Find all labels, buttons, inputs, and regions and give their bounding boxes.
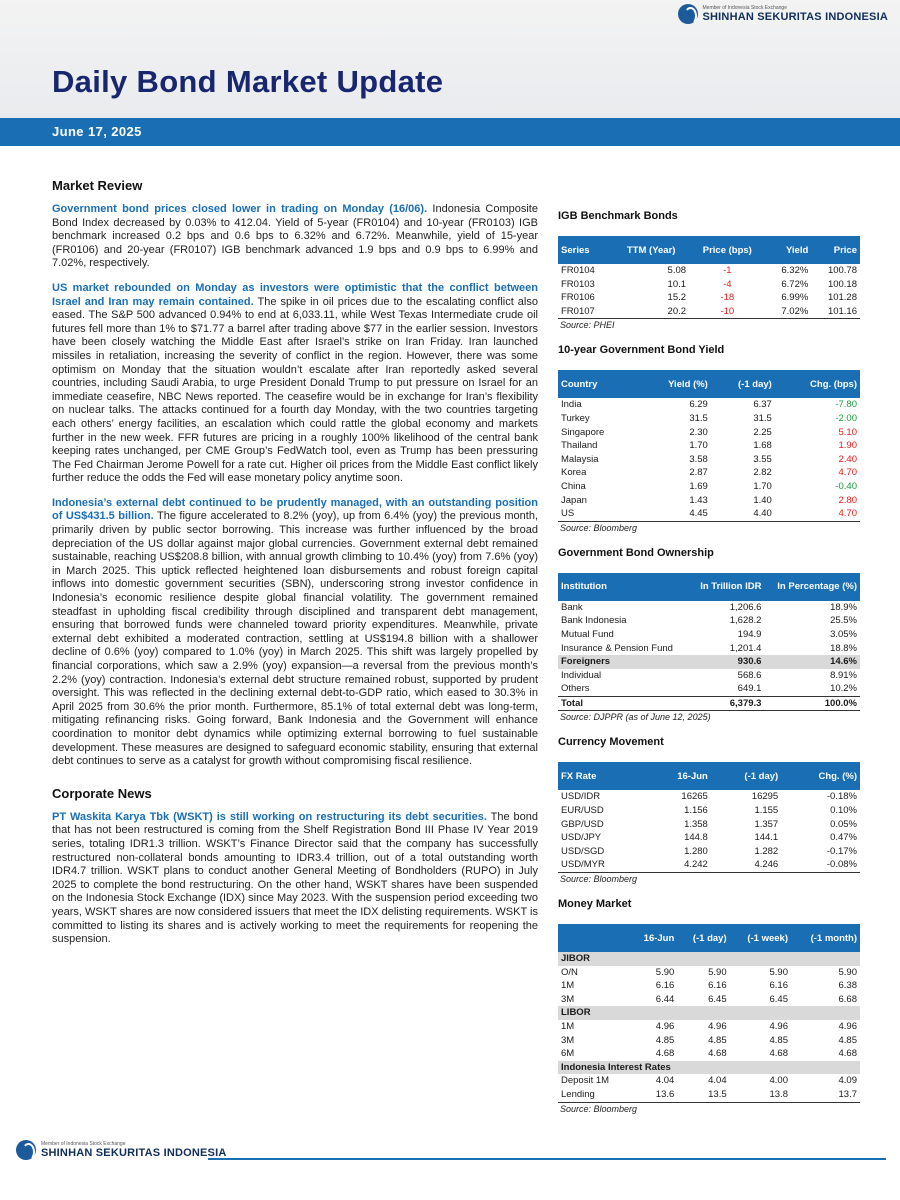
table-cell: 2.25	[753, 426, 772, 438]
column-header: Series	[558, 236, 613, 264]
table-cell: 0.05%	[830, 818, 857, 830]
table-cell: 4.09	[838, 1075, 857, 1087]
table-cell: 6.44	[655, 993, 675, 1005]
table-cell: Turkey	[561, 412, 590, 424]
table-row	[558, 818, 860, 832]
group-label: LIBOR	[558, 1006, 860, 1020]
group-label: Indonesia Interest Rates	[558, 1061, 860, 1075]
table-cell: Others	[561, 683, 590, 695]
table-cell: -0.40	[835, 480, 857, 492]
column-header: Yield	[766, 236, 812, 264]
paragraph-lead: US market rebounded on Monday as investors were optimistic that the conflict between Israel and Iran may remain contained.	[52, 281, 538, 308]
table-cell: FR0104	[561, 265, 595, 276]
corporate-news-heading: Corporate News	[52, 785, 152, 801]
table-cell: 4.68	[655, 1048, 675, 1060]
table-cell: 3M	[561, 993, 575, 1005]
table-cell: 4.68	[708, 1048, 727, 1060]
table-cell: 144.1	[754, 832, 779, 844]
column-header: (-1 day)	[711, 762, 781, 790]
table-row	[558, 453, 860, 467]
table-cell: 15.2	[667, 292, 687, 304]
table-cell: 2.30	[689, 426, 708, 438]
table-cell: USD/IDR	[561, 791, 601, 803]
table-cell: 18.8%	[830, 642, 857, 654]
column-header: Yield (%)	[637, 370, 711, 398]
page-title: Daily Bond Market Update	[52, 64, 444, 99]
table-cell: 5.90	[769, 966, 788, 978]
table-row	[558, 480, 860, 494]
bond-ownership-table	[558, 573, 860, 712]
table-cell: 5.90	[708, 966, 727, 978]
table-row	[558, 494, 860, 508]
table-cell: 1M	[561, 1021, 575, 1032]
table-cell: USD/JPY	[561, 832, 602, 844]
table-cell: -1	[723, 265, 732, 276]
table-cell: 2.80	[838, 494, 857, 506]
table-cell: 6.29	[689, 399, 708, 411]
table-cell: 3.05%	[830, 628, 857, 640]
shinhan-logo-icon	[16, 1140, 36, 1160]
table-cell: -4	[723, 278, 732, 290]
table-cell: India	[561, 399, 582, 411]
igb-table-title: IGB Benchmark Bonds	[558, 210, 678, 222]
table-cell: China	[561, 480, 586, 492]
paragraph-body: Indonesia Composite Bond Index decreased by 0.03% to 412.04. Yield of 5-year (FR0104) and 10-year (FR0103) IGB benchmark increased 0.2 bps and 0.6 bps to 6.32% and 6.72%. Meanwhile, yield of 15-year (FR0106) and 20-year (FR0107) IGB benchmark advanced 1.9 bps and 0.9 bps to 6.99% and 7.02%, respectively.	[52, 203, 538, 270]
table-row	[558, 439, 860, 453]
table-row	[558, 1020, 860, 1034]
table-cell: 4.85	[769, 1034, 788, 1046]
table-cell: Bank	[561, 601, 583, 613]
paragraph-lead: Government bond prices closed lower in trading on Monday (16/06).	[52, 203, 428, 215]
table-cell: 4.40	[711, 507, 775, 521]
table-cell: 31.5	[753, 412, 772, 424]
table-row	[558, 993, 860, 1007]
table-row	[558, 669, 860, 683]
table-cell: 1.70	[689, 440, 708, 452]
table-cell: 4.246	[711, 858, 781, 872]
table-cell: 6,379.3	[690, 696, 765, 711]
table-cell: 4.68	[769, 1048, 788, 1060]
table-cell: Lending	[558, 1088, 629, 1102]
table-cell: O/N	[561, 966, 578, 978]
column-header: Chg. (bps)	[775, 370, 860, 398]
table-cell: 20.2	[613, 305, 689, 319]
table-row	[558, 614, 860, 628]
table-cell: -0.08%	[781, 858, 860, 872]
table-cell: 1,628.2	[729, 615, 762, 627]
table-row	[558, 979, 860, 993]
group-row	[558, 1061, 860, 1075]
table-cell: 6.72%	[781, 278, 809, 290]
table-cell: 4.85	[708, 1034, 727, 1046]
table-cell: 6.16	[708, 980, 727, 992]
table-cell: Total	[558, 696, 690, 711]
table-cell: 1.155	[754, 805, 779, 817]
table-cell: 2.82	[753, 467, 772, 479]
group-row	[558, 1006, 860, 1020]
table-cell: 4.70	[838, 467, 857, 479]
paragraph-body: The spike in oil prices due to the escalating conflict also eased. The S&P 500 advanced 0.94% to end at 6,033.11, while West Texas Intermediate crude oil futures fell more than 1% to $71.77 a barrel after trading above $77 in the earlier session. Investors have been closely watching the Middle East after Israel’s strike on Iran Friday. Iran launched missiles in retaliation, increasing the severity of conflict in the region. However, there was some optimism on Monday that the situation wouldn’t escalate after Iran reportedly asked several countries, including Saudi Arabia, to urge President Donald Trump to put pressure on Israel for an immediate ceasefire, NBC News reported. The ceasefire would be in exchange for Iran’s flexibility on nuclear talks. The attacks continued for a fourth day Monday, with the two countries targeting each others’ energy facilities, an escalation which could rattle the global economy and markets further in the new week. FFR futures are pricing in a roughly 100% likelihood of the central bank keeping rates unchanged, per CME Group’s FedWatch tool, even as Trump has been pressuring The Fed Chairman Jerome Powell for a rate cut. Higher oil prices from the Middle East conflict likely further reduce the odds the Fed will ease monetary policy anytime soon.	[52, 295, 538, 485]
column-header: (-1 day)	[677, 924, 729, 952]
table-cell: Bank Indonesia	[561, 615, 627, 627]
table-cell: 4.96	[769, 1021, 788, 1032]
right-column	[558, 210, 860, 1114]
table-cell: 1.358	[684, 818, 708, 830]
table-cell: 1M	[561, 980, 575, 992]
footer-logo	[16, 1140, 227, 1160]
table-cell: 1.70	[753, 480, 772, 492]
table-cell: 3M	[561, 1034, 575, 1046]
column-header: Price (bps)	[689, 236, 766, 264]
table-row	[558, 305, 860, 319]
table-cell: 1.69	[689, 480, 708, 492]
logo-subtitle: Member of Indonesia Stock Exchange	[41, 1140, 126, 1147]
table-row	[558, 426, 860, 440]
table-cell: -7.80	[835, 399, 857, 411]
table-cell: 5.90	[838, 966, 857, 978]
table-cell: 0.47%	[830, 832, 857, 844]
market-review-heading: Market Review	[52, 178, 143, 193]
table-row	[558, 804, 860, 818]
table-row	[558, 682, 860, 696]
table-cell: 10.1	[667, 278, 687, 290]
table-cell: FR0106	[561, 292, 595, 304]
table-row	[558, 278, 860, 292]
market-review-paragraph-3	[52, 497, 538, 769]
table-row	[558, 655, 860, 669]
table-cell: 4.70	[775, 507, 860, 521]
table-cell: 194.9	[737, 628, 762, 640]
table-cell: 7.02%	[766, 305, 812, 319]
table-row	[558, 412, 860, 426]
table-cell: 4.85	[655, 1034, 675, 1046]
logo-name: SHINHAN SEKURITAS INDONESIA	[41, 1146, 227, 1159]
table-cell: 1.40	[753, 494, 772, 506]
table-source: Source: DJPPR (as of June 12, 2025)	[560, 712, 711, 723]
table-cell: USD/SGD	[561, 845, 605, 857]
table-cell: Foreigners	[558, 655, 690, 669]
table-row	[558, 696, 860, 711]
corporate-news-paragraph-1	[52, 811, 538, 947]
table-cell: 4.68	[838, 1048, 857, 1060]
table-cell: 6.99%	[781, 292, 809, 304]
table-row	[558, 507, 860, 521]
table-cell: 4.04	[708, 1075, 727, 1087]
table-cell: Korea	[561, 467, 587, 479]
table-cell: 6M	[561, 1048, 575, 1060]
table-cell: Mutual Fund	[561, 628, 614, 640]
table-cell: US	[558, 507, 637, 521]
table-row	[558, 831, 860, 845]
igb-benchmark-table	[558, 236, 860, 319]
table-row	[558, 642, 860, 656]
table-cell: 100.18	[827, 278, 857, 290]
table-row	[558, 1047, 860, 1061]
table-cell: Malaysia	[561, 453, 599, 465]
table-row	[558, 790, 860, 804]
logo-subtitle: Member of Indonesia Stock Exchange	[702, 4, 787, 11]
table-cell: 1.357	[754, 818, 779, 830]
currency-movement-table	[558, 762, 860, 873]
table-cell: 1.68	[753, 440, 772, 452]
table-cell: 16295	[751, 791, 779, 803]
table-cell: 1.156	[684, 805, 708, 817]
column-header: (-1 month)	[791, 924, 860, 952]
money-market-title: Money Market	[558, 898, 632, 911]
table-cell: 0.10%	[830, 805, 857, 817]
table-cell: 568.6	[737, 669, 762, 681]
table-row	[558, 845, 860, 859]
table-row	[558, 264, 860, 278]
column-header: (-1 week)	[730, 924, 791, 952]
table-cell: 1,201.4	[729, 642, 762, 654]
table-cell: 10.2%	[830, 683, 857, 695]
table-cell: EUR/USD	[561, 805, 604, 817]
column-header: Institution	[558, 573, 690, 601]
table-cell: 4.45	[637, 507, 711, 521]
column-header: Price	[811, 236, 860, 264]
table-row	[558, 628, 860, 642]
logo-name: SHINHAN SEKURITAS INDONESIA	[702, 10, 888, 23]
table-cell: 1.280	[684, 845, 708, 857]
paragraph-lead: Indonesia’s external debt continued to be prudently managed, with an outstanding position of US$431.5 billion.	[52, 496, 538, 523]
table-cell: 6.38	[838, 980, 857, 992]
table-cell: 930.6	[690, 655, 765, 669]
table-cell: FR0107	[558, 305, 613, 319]
table-cell: 101.28	[827, 292, 857, 304]
column-header: In Trillion IDR	[690, 573, 765, 601]
table-cell: 4.00	[769, 1075, 788, 1087]
column-header: FX Rate	[558, 762, 646, 790]
table-cell: 6.16	[655, 980, 675, 992]
table-cell: 31.5	[689, 412, 708, 424]
table-cell: 6.45	[769, 993, 788, 1005]
column-header	[558, 924, 629, 952]
money-market-table	[558, 924, 860, 1103]
market-review-paragraph-2	[52, 282, 538, 486]
table-source: Source: PHEI	[560, 320, 615, 331]
paragraph-body: The figure accelerated to 8.2% (yoy), up from 6.4% (yoy) the previous month, primarily driven by public sector borrowing. This increase was further influenced by the broad depreciation of the US dollar against major global currencies. Government external debt remained sustainable, reaching US$208.8 billion, with annual growth climbing to 10.4% (yoy) from 7.6% (yoy) in March 2025. This uptick reflected heightened loan disbursements and robust foreign capital inflows into domestic government securities (SBN), underscoring strong investor confidence in Indonesia’s economic resilience despite global financial volatility. The government remained steadfast in upholding fiscal credibility through disciplined and transparent debt management, ensuring that borrowed funds were channeled toward priority expenditures. Meanwhile, private external debt exhibited a moderated contraction, settling at US$194.8 billion with a shallower decline of 0.6% (yoy) compared to 1.0% (yoy) in March 2025. This shift was largely propelled by financial corporations, which saw a 2.9% (yoy) expansion—a reversal from the previous month’s 2.2% (yoy) contraction. Indonesia’s external debt structure remained robust, supported by prudent oversight. This was reflected in the declining external debt-to-GDP ratio, which eased to 30.3% in April 2025 from 30.6% the prior month. Furthermore, 85.1% of total external debt was long-term, mitigating refinancing risks. Going forward, Bank Indonesia and the Government will enhance coordination to monitor debt dynamics while optimizing external borrowing to fuel sustainable development. These measures are designed to safeguard economic stability, ensuring that external debt continues to serve as a catalyst for growth without compromising fiscal resilience.	[52, 510, 538, 768]
table-source: Source: Bloomberg	[560, 874, 638, 885]
table-cell: 1,206.6	[729, 601, 762, 613]
table-cell: 13.8	[730, 1088, 791, 1102]
table-cell: 144.8	[684, 832, 708, 844]
table-cell: Deposit 1M	[561, 1075, 610, 1087]
column-header: Country	[558, 370, 637, 398]
table-row	[558, 466, 860, 480]
market-review-paragraph-1	[52, 203, 538, 271]
table-cell: 13.5	[677, 1088, 729, 1102]
table-row	[558, 1034, 860, 1048]
table-row	[558, 398, 860, 412]
table-cell: Thailand	[561, 440, 598, 452]
table-cell: FR0103	[561, 278, 595, 290]
table-cell: 3.58	[689, 453, 708, 465]
table-cell: -0.17%	[826, 845, 857, 857]
column-header: 16-Jun	[646, 762, 711, 790]
table-cell: 16265	[681, 791, 708, 803]
table-cell: 4.242	[646, 858, 711, 872]
table-cell: 5.10	[838, 426, 857, 438]
company-logo	[678, 4, 889, 24]
table-cell: -0.18%	[826, 791, 857, 803]
table-cell: GBP/USD	[561, 818, 604, 830]
table-cell: Japan	[561, 494, 587, 506]
table-cell: 13.7	[791, 1088, 860, 1102]
table-row	[558, 858, 860, 872]
left-column	[52, 178, 538, 958]
footer-divider	[208, 1158, 886, 1160]
paragraph-lead: PT Waskita Karya Tbk (WSKT) is still working on restructuring its debt securities.	[52, 810, 487, 823]
column-header: In Percentage (%)	[764, 573, 860, 601]
table-cell: USD/MYR	[558, 858, 646, 872]
table-cell: -18	[720, 292, 735, 304]
group-row	[558, 952, 860, 966]
table-cell: 2.87	[689, 467, 708, 479]
yield-table-title: 10-year Government Bond Yield	[558, 344, 725, 357]
table-cell: 14.6%	[764, 655, 860, 669]
table-cell: 8.91%	[830, 669, 857, 681]
table-cell: -10	[689, 305, 766, 319]
group-label: JIBOR	[558, 952, 860, 966]
table-cell: Insurance & Pension Fund	[561, 642, 673, 654]
table-cell: 4.04	[655, 1075, 675, 1087]
table-row	[558, 601, 860, 615]
table-cell: 5.08	[667, 265, 687, 276]
table-row	[558, 1074, 860, 1088]
table-cell: 1.282	[754, 845, 779, 857]
table-cell: 100.78	[827, 265, 857, 276]
table-cell: 4.96	[655, 1021, 675, 1032]
currency-table-title: Currency Movement	[558, 736, 664, 749]
table-cell: 18.9%	[830, 601, 857, 613]
table-cell: 649.1	[737, 683, 762, 695]
table-cell: 4.96	[708, 1021, 727, 1032]
table-cell: 101.16	[811, 305, 860, 319]
table-cell: Singapore	[561, 426, 605, 438]
paragraph-body: The bond that has not been restructured is coming from the Shelf Registration Bond III Phase IV Year 2019 series, totaling IDR1.3 trillion. WSKT’s Finance Director said that the company has successfully restructured non-collateral bonds amounting to IDR3.4 trillion, out of a total outstanding worth IDR4.7 trillion. WSKT plans to conduct another General Meeting of Bondholders (RUPO) in July 2025 to complete the bond restructuring. On the other hand, WSKT shares have been suspended on the Indonesia Stock Exchange (IDX) since May 2023. With the suspension period exceeding two years, WSKT shares are now considered issuers that meet the IDX delisting requirements. WSKT is committed to listing its shares and is actively working to meet the requirements for reopening the suspension.	[52, 810, 538, 946]
bond-yield-table	[558, 370, 860, 521]
table-cell: 3.55	[753, 453, 772, 465]
table-cell: 6.45	[708, 993, 727, 1005]
table-cell: 13.6	[629, 1088, 677, 1102]
ownership-table-title: Government Bond Ownership	[558, 546, 714, 559]
table-source: Source: Bloomberg	[560, 522, 638, 533]
table-row	[558, 966, 860, 980]
table-cell: 2.40	[838, 453, 857, 465]
shinhan-logo-icon	[678, 4, 698, 24]
column-header: Chg. (%)	[781, 762, 860, 790]
table-row	[558, 291, 860, 305]
column-header: (-1 day)	[711, 370, 775, 398]
table-cell: 5.90	[655, 966, 675, 978]
table-source: Source: Bloomberg	[560, 1103, 638, 1114]
table-cell: 6.32%	[781, 265, 809, 276]
table-cell: 1.90	[838, 440, 857, 452]
column-header: TTM (Year)	[613, 236, 689, 264]
table-cell: 6.16	[769, 980, 788, 992]
table-cell: 1.43	[689, 494, 708, 506]
table-cell: 6.68	[838, 993, 857, 1005]
table-row	[558, 1088, 860, 1102]
table-cell: 4.96	[838, 1021, 857, 1032]
table-cell: 6.37	[753, 399, 772, 411]
table-cell: 25.5%	[830, 615, 857, 627]
table-cell: Individual	[561, 669, 602, 681]
table-cell: 4.85	[838, 1034, 857, 1046]
table-cell: 100.0%	[764, 696, 860, 711]
table-cell: -2.00	[835, 412, 857, 424]
column-header: 16-Jun	[629, 924, 677, 952]
report-date: June 17, 2025	[52, 124, 142, 139]
